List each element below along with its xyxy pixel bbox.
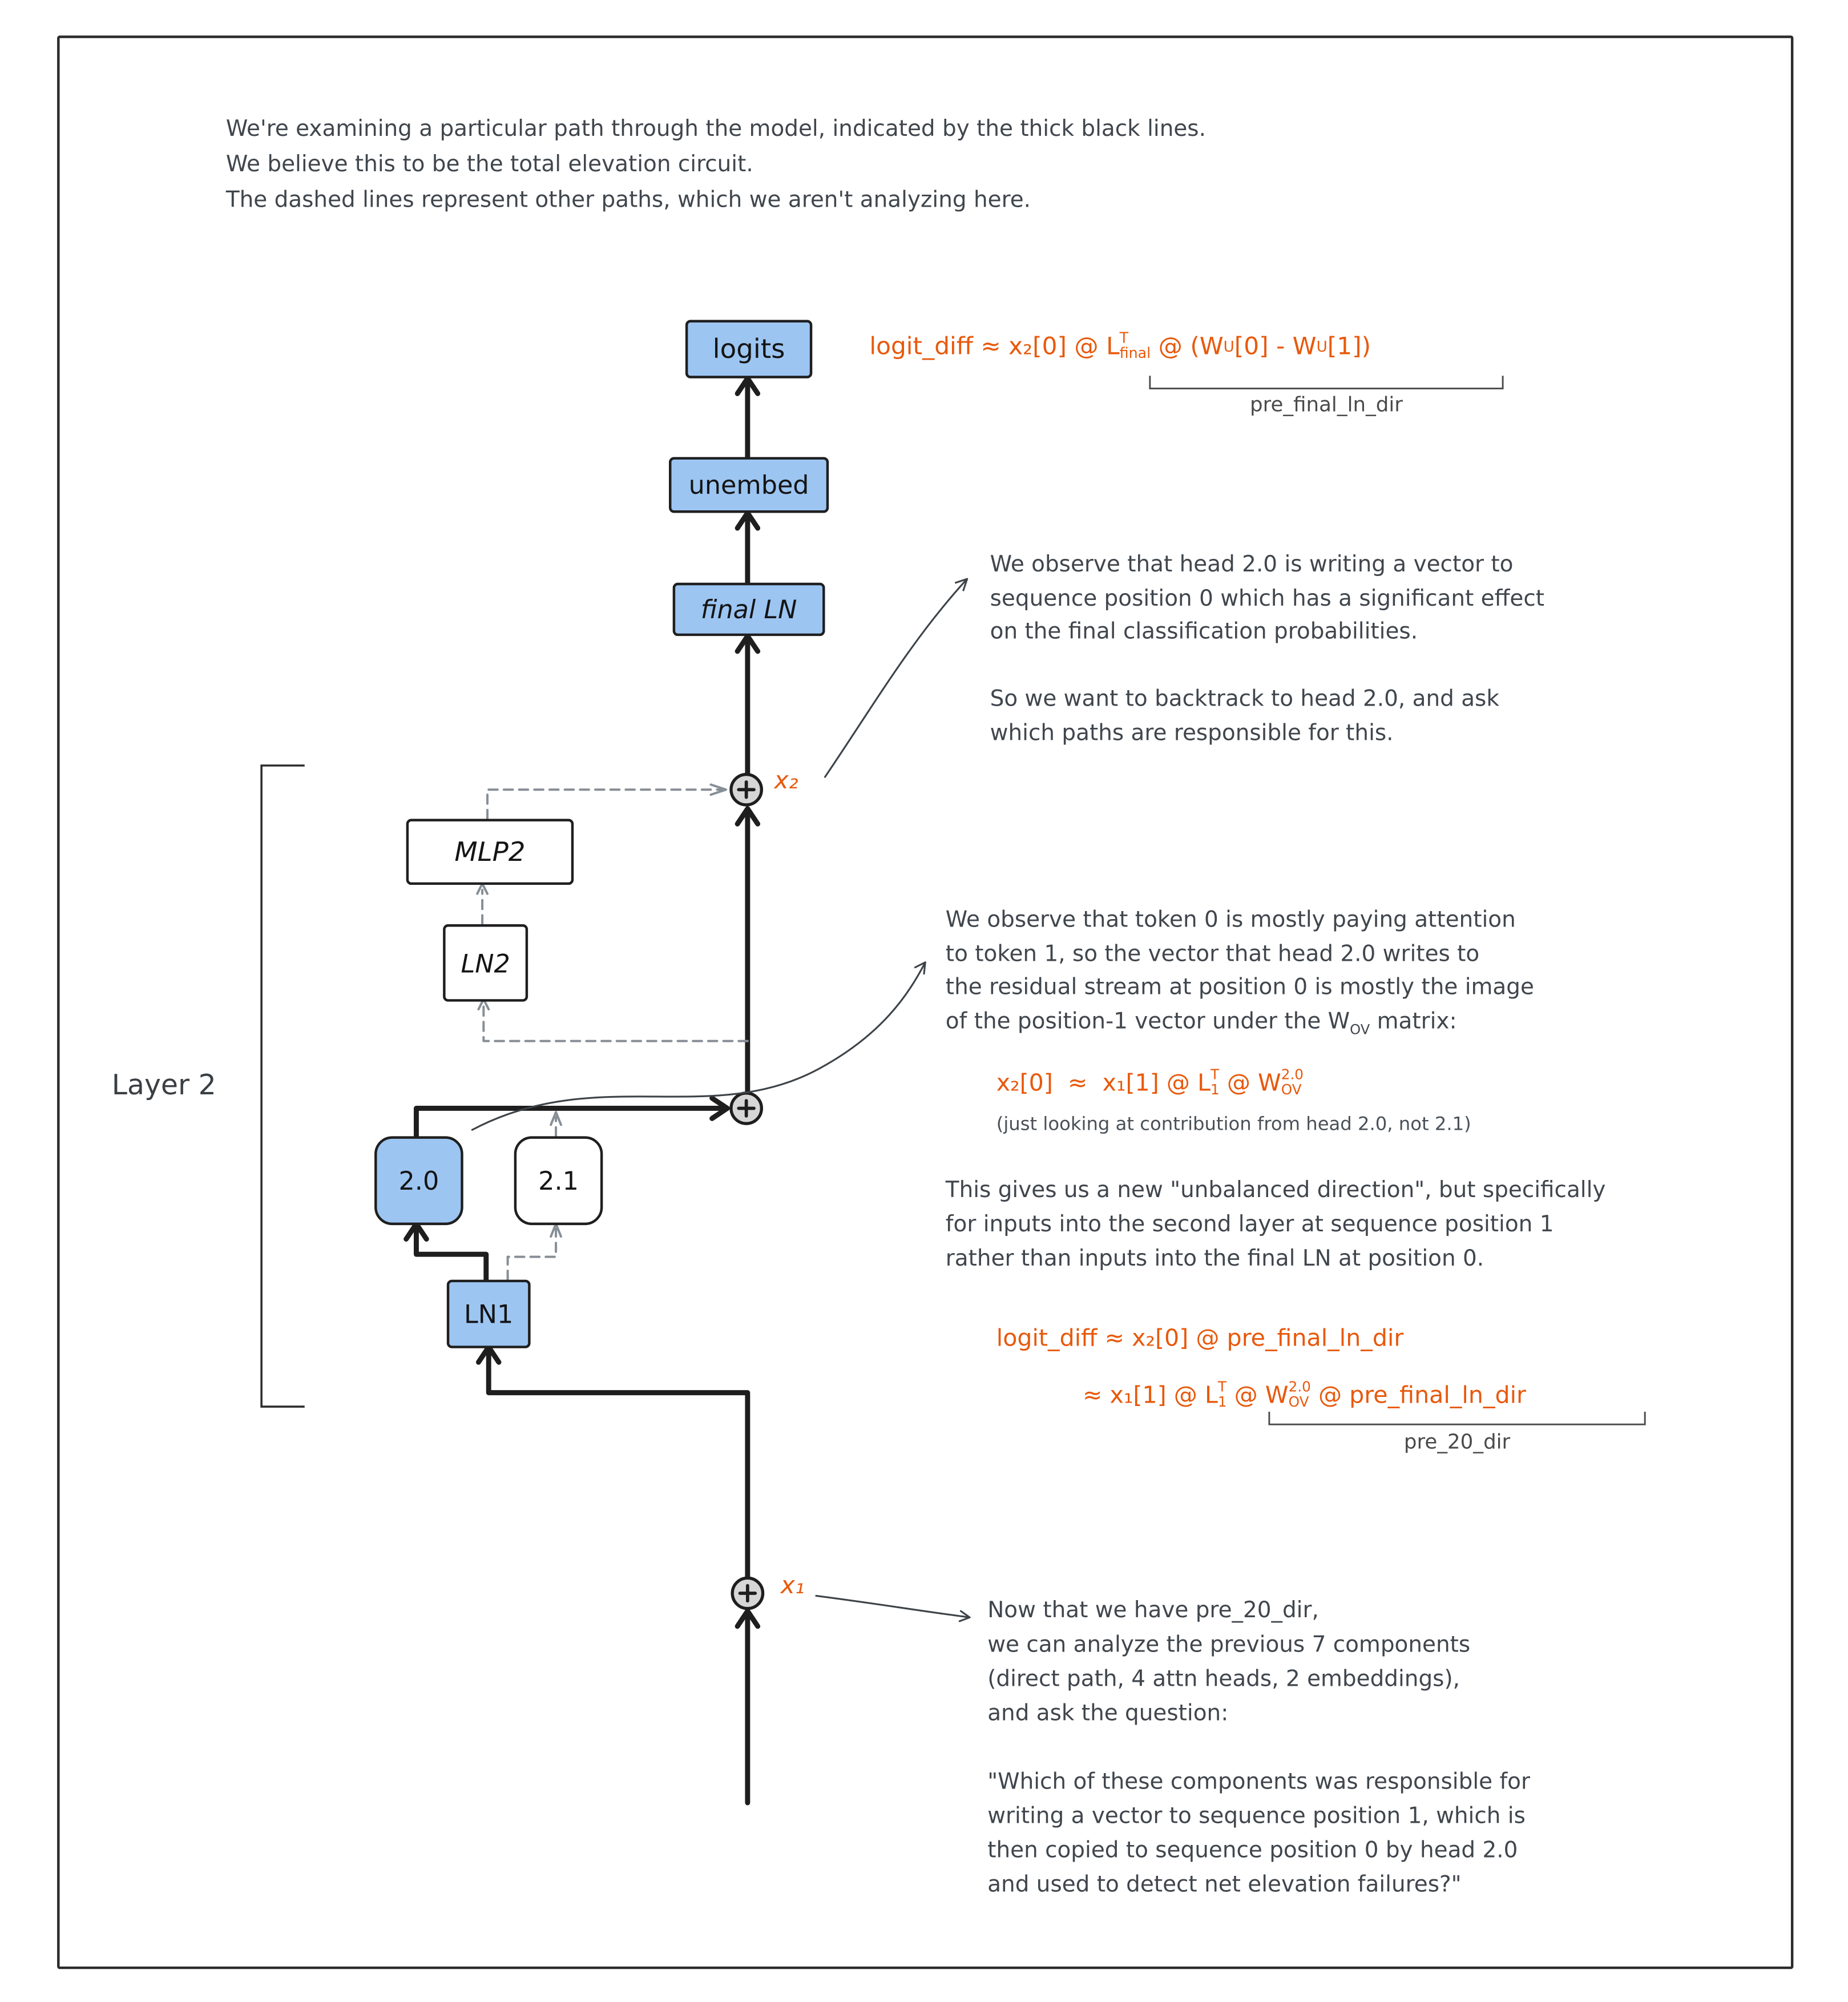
text-span: matrix: bbox=[1370, 1008, 1457, 1034]
text-line: sequence position 0 which has a significant effect bbox=[990, 586, 1545, 611]
intro-text bbox=[226, 112, 1206, 219]
head20-to-sum-segment bbox=[416, 1108, 724, 1136]
formula-text: ≈ x₁[1] @ bbox=[1082, 1381, 1205, 1409]
text-line: This gives us a new "unbalanced direction", but specifically bbox=[945, 1178, 1606, 1204]
logit-diff-formula-2 bbox=[1083, 1373, 1526, 1417]
mlp2-box: MLP2 bbox=[406, 819, 574, 885]
layer2-bracket bbox=[261, 766, 305, 1407]
wov-supsub bbox=[1289, 1380, 1311, 1410]
intro-line: We believe this to be the total elevation circuit. bbox=[225, 152, 753, 178]
sup-text: T bbox=[1119, 329, 1129, 347]
formula-text: logit_diff ≈ x₂[0] @ pre_final_ln_dir bbox=[996, 1324, 1404, 1352]
text-line: So we want to backtrack to head 2.0, and ask bbox=[990, 687, 1499, 712]
sub-text: OV bbox=[1350, 1021, 1370, 1037]
final-ln-box: final LN bbox=[673, 583, 825, 636]
sum-node-layer2 bbox=[731, 1093, 761, 1123]
l1-supsub bbox=[1218, 1380, 1227, 1410]
formula-text: L bbox=[1197, 1069, 1211, 1097]
text-line: rather than inputs into the final LN at position 0. bbox=[945, 1246, 1484, 1272]
layer-2-label: Layer 2 bbox=[111, 1070, 216, 1102]
sub-text: U bbox=[1223, 337, 1234, 356]
text-line: writing a vector to sequence position 1, which is bbox=[987, 1803, 1526, 1829]
sup-text: 2.0 bbox=[1288, 1379, 1311, 1396]
text-span: of the position-1 vector under the W bbox=[945, 1008, 1350, 1034]
sum-node-x1 bbox=[732, 1578, 762, 1608]
formula-text: @ W bbox=[1219, 1069, 1281, 1097]
formula-text: @ W bbox=[1226, 1381, 1289, 1409]
sup-text: T bbox=[1217, 1379, 1226, 1396]
sub-text: final bbox=[1119, 344, 1151, 362]
head-2-1-box: 2.1 bbox=[514, 1136, 603, 1225]
formula-text: L bbox=[1204, 1381, 1218, 1409]
formula-text: x₂[0] ≈ x₁[1] @ bbox=[996, 1069, 1198, 1097]
arrow-x2-to-note bbox=[825, 579, 967, 777]
text-line: (direct path, 4 attn heads, 2 embeddings), bbox=[987, 1666, 1460, 1693]
text-line: we can analyze the previous 7 components bbox=[987, 1632, 1471, 1658]
wov-supsub bbox=[1281, 1068, 1304, 1098]
l1-supsub bbox=[1211, 1068, 1220, 1098]
sub-text: U bbox=[1316, 337, 1328, 356]
logit-diff-unembed-formula bbox=[869, 317, 1371, 376]
sup-text: T bbox=[1211, 1066, 1220, 1083]
text-line bbox=[990, 650, 1544, 683]
logits-box: logits bbox=[685, 320, 812, 378]
text-line: then copied to sequence position 0 by head 2.0 bbox=[987, 1838, 1518, 1863]
unbalanced-note bbox=[946, 1174, 1606, 1277]
sub-text: OV bbox=[1288, 1393, 1309, 1411]
pre-final-ln-dir-brace bbox=[1150, 376, 1503, 388]
stream-to-ln1-segment bbox=[489, 1350, 748, 1578]
formula-text: [0] - W bbox=[1234, 332, 1317, 361]
intro-line: We're examining a particular path through the model, indicated by the thick black lines. bbox=[225, 116, 1206, 143]
annotation-arrows bbox=[472, 579, 970, 1621]
text-line: and ask the question: bbox=[987, 1701, 1229, 1727]
formula-text: logit_diff ≈ x₂[0] @ bbox=[869, 332, 1107, 361]
formula-text: @ (W bbox=[1151, 332, 1224, 361]
pre-20-dir-label: pre_20_dir bbox=[1403, 1429, 1511, 1454]
sup-text: 2.0 bbox=[1281, 1066, 1304, 1083]
head-2-0-box: 2.0 bbox=[374, 1136, 463, 1225]
ov-formula bbox=[996, 1061, 1304, 1105]
text-line bbox=[946, 1005, 1534, 1046]
formula-text: [1]) bbox=[1327, 332, 1371, 361]
pre-final-ln-dir-label: pre_final_ln_dir bbox=[1250, 392, 1403, 417]
intro-line: The dashed lines represent other paths, which we aren't analyzing here. bbox=[225, 188, 1031, 214]
unembed-box: unembed bbox=[669, 457, 829, 513]
attention-note bbox=[946, 904, 1534, 1046]
sub-text: OV bbox=[1281, 1081, 1302, 1098]
stream-to-ln2-dashed bbox=[483, 1005, 748, 1041]
text-line: We observe that head 2.0 is writing a vector to bbox=[990, 552, 1514, 578]
text-line: We observe that token 0 is mostly paying attention bbox=[945, 908, 1516, 933]
sub-text: 1 bbox=[1217, 1393, 1227, 1411]
text-line: the residual stream at position 0 is mostly the image bbox=[945, 974, 1534, 1001]
ln1-to-head21-dashed bbox=[508, 1229, 556, 1280]
text-line: and used to detect net elevation failures?" bbox=[987, 1872, 1462, 1898]
ln2-box: LN2 bbox=[443, 924, 528, 1002]
text-line: for inputs into the second layer at sequence position 1 bbox=[945, 1212, 1554, 1238]
text-line bbox=[987, 1731, 1530, 1765]
formula-text: @ pre_final_ln_dir bbox=[1310, 1381, 1526, 1409]
sub-text: 1 bbox=[1211, 1081, 1220, 1098]
text-line: on the final classification probabilities. bbox=[990, 619, 1418, 645]
text-line: "Which of these components was responsible for bbox=[987, 1769, 1530, 1795]
formula-text: L bbox=[1106, 332, 1120, 361]
head20-note bbox=[990, 549, 1544, 751]
logit-diff-formula-1 bbox=[996, 1320, 1404, 1356]
ov-formula-note: (just looking at contribution from head 2.0, not 2.1) bbox=[996, 1114, 1471, 1135]
ln1-to-head20-segment bbox=[416, 1226, 486, 1279]
sum-node-x2 bbox=[731, 775, 761, 805]
x2-label: x₂ bbox=[774, 767, 798, 795]
text-line: which paths are responsible for this. bbox=[990, 720, 1394, 746]
question-note bbox=[987, 1594, 1530, 1902]
l-final-supsub bbox=[1119, 329, 1151, 362]
text-line: Now that we have pre_20_dir, bbox=[987, 1598, 1319, 1624]
text-line: to token 1, so the vector that head 2.0 writes to bbox=[945, 941, 1480, 967]
arrow-head20-to-note bbox=[472, 962, 925, 1130]
x1-label: x₁ bbox=[780, 1572, 805, 1600]
mlp2-to-x2-dashed bbox=[487, 789, 721, 819]
ln1-box: LN1 bbox=[447, 1280, 531, 1348]
arrow-x1-to-note bbox=[816, 1596, 970, 1617]
